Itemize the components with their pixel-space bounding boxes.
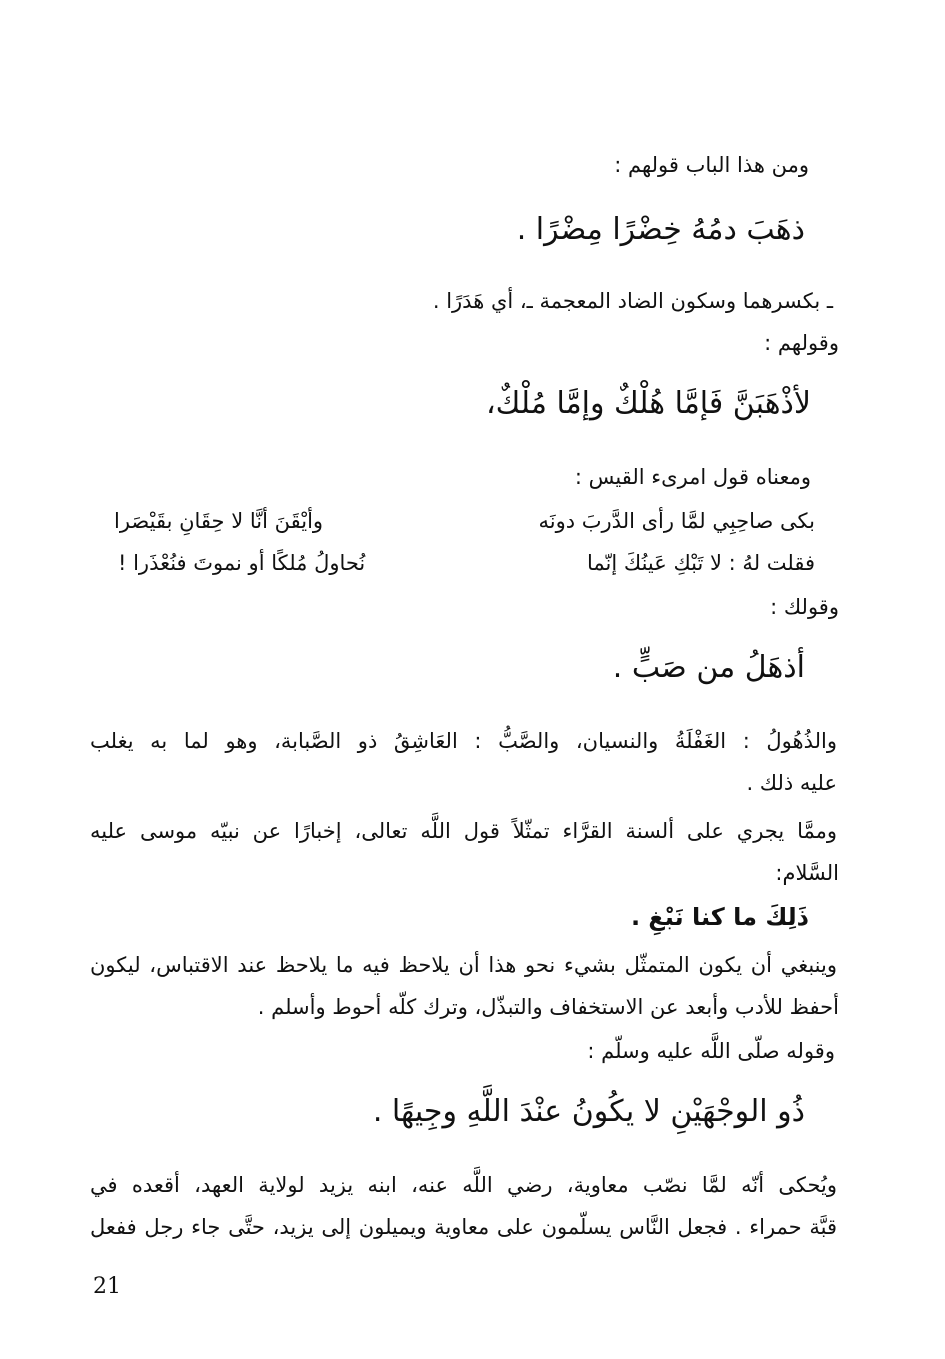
proverb-line: ذهَبَ دمُهُ خِضْرًا مِضْرًا . xyxy=(516,212,805,247)
paragraph-line: والذُهُولُ : الغَفْلَةُ والنسيان، والصَّبُّ : العَاشِقُ ذو الصَّبابة، وهو لما به يغلب xyxy=(90,729,837,753)
intro-line: وقولهم : xyxy=(764,331,839,355)
proverb-line: أذهَلُ من صَبٍّ . xyxy=(612,650,805,685)
gloss-line: ـ بكسرهما وسكون الضاد المعجمة ـ، أي هَدَرًا . xyxy=(432,289,833,313)
intro-line: وقوله صلّى اللَّه عليه وسلّم : xyxy=(587,1039,835,1063)
quoted-verse-line: ذَلِكَ ما كنا نَبْغِ . xyxy=(630,903,809,931)
poem-first-hemistich: فقلت لهُ : لا تَبْكِ عَينُكَ إنّما xyxy=(587,551,815,575)
proverb-line: لأذْهَبَنَّ فَإمَّا هُلْكٌ وإمَّا مُلْكٌ، xyxy=(485,386,811,421)
paragraph-line: السَّلام: xyxy=(775,861,839,885)
page-number: 21 xyxy=(93,1274,121,1299)
poem-second-hemistich: وأيْقَنَ أنَّا لا حِقَانِ بقَيْصَرا xyxy=(114,509,324,533)
poem-second-hemistich: نُحاولُ مُلكًا أو نموتَ فنُعْذَرا ! xyxy=(118,551,366,575)
intro-line: وقولك : xyxy=(770,595,839,619)
paragraph-line: قبَّة حمراء . فجعل النَّاس يسلّمون على معاوية ويميلون إلى يزيد، حتَّى جاء رجل ففعل xyxy=(90,1215,837,1239)
hadith-line: ذُو الوجْهَيْنِ لا يكُونُ عنْدَ اللَّهِ وجِيهًا . xyxy=(372,1094,805,1129)
paragraph-line: أحفظ للأدب وأبعد عن الاستخفاف والتبذّل، وترك كلّه أحوط وأسلم . xyxy=(257,995,839,1019)
intro-line: ومن هذا الباب قولهم : xyxy=(614,153,809,177)
paragraph-line: وينبغي أن يكون المتمثّل بشيء نحو هذا أن يلاحظ فيه ما يلاحظ عند الاقتباس، ليكون xyxy=(90,953,837,977)
paragraph-line: عليه ذلك . xyxy=(746,771,837,795)
paragraph-line: وممَّا يجري على ألسنة القرَّاء تمثّلاً قول اللَّه تعالى، إخبارًا عن نبيّه موسى عليه xyxy=(90,819,837,843)
intro-line: ومعناه قول امرىء القيس : xyxy=(574,465,811,489)
poem-first-hemistich: بكى صاحِبِي لمَّا رأى الدَّربَ دونَه xyxy=(538,509,815,533)
paragraph-line: ويُحكى أنّه لمَّا نصّب معاوية، رضي اللَّه عنه، ابنه يزيد لولاية العهد، أقعده في xyxy=(90,1173,837,1197)
